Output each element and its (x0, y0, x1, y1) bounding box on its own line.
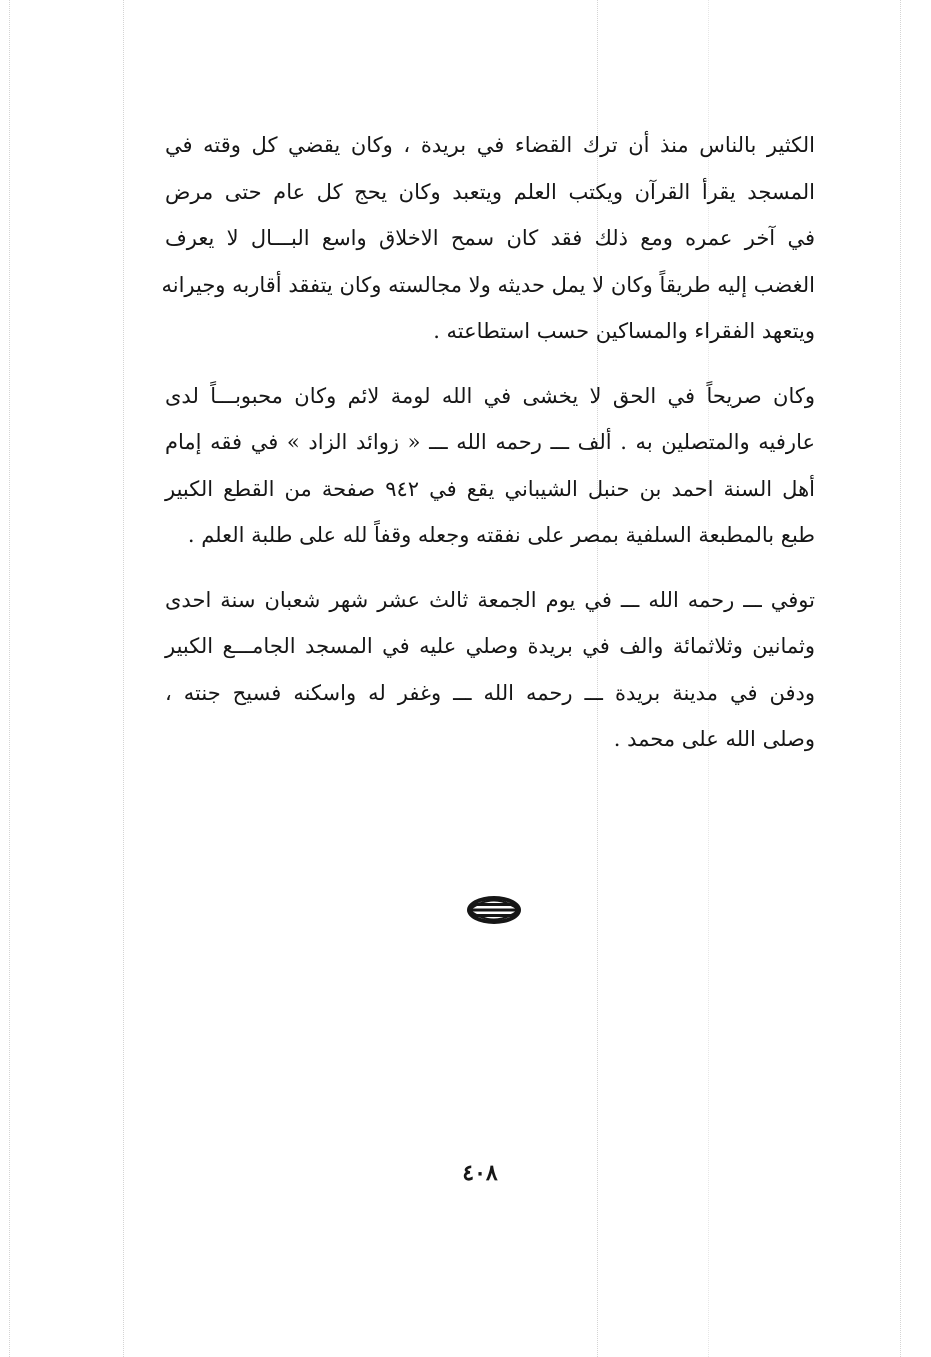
text-line: توفي ـــ رحمه الله ـــ في يوم الجمعة ثالث عشر شهر شعبان سنة احدى (165, 587, 815, 612)
text-line: المسجد يقرأ القرآن ويكتب العلم ويتعبد وكان يحج كل عام حتى مرض (165, 179, 815, 204)
scan-noise-line (9, 0, 10, 1357)
text-line: عارفيه والمتصلين به . ألف ـــ رحمه الله ـــ « زوائد الزاد » في فقه إمام (165, 430, 815, 454)
text-line: أهل السنة احمد بن حنبل الشيباني يقع في ٩٤٢ صفحة من القطع الكبير (165, 476, 815, 501)
text-line: في آخر عمره ومع ذلك فقد كان سمح الاخلاق واسع البـــال لا يعرف (165, 226, 815, 250)
paragraph-2 (165, 373, 815, 559)
text-line: وكان صريحاً في الحق لا يخشى في الله لومة لائم وكان محبوبـــاً لدى (165, 383, 815, 408)
paragraph-1 (161, 122, 815, 355)
page-number: ٤٠٨ (462, 1160, 498, 1186)
scan-noise-line (123, 0, 124, 1357)
body-text (161, 122, 815, 763)
text-line: ودفن في مدينة بريدة ـــ رحمه الله ـــ وغفر له واسكنه فسيح جنته ، (165, 680, 815, 705)
text-line: وصلى الله على محمد . (613, 727, 815, 751)
text-line: الكثير بالناس منذ أن ترك القضاء في بريدة ، وكان يقضي كل وقته في (165, 133, 815, 157)
ornament-icon (464, 893, 524, 927)
scan-noise-line (900, 0, 901, 1357)
text-line: الغضب إليه طريقاً وكان لا يمل حديثه ولا مجالسته وكان يتفقد أقاربه وجيرانه (161, 272, 815, 297)
paragraph-3 (165, 577, 815, 763)
text-line: طبع بالمطبعة السلفية بمصر على نفقته وجعله وقفاً لله على طلبة العلم . (187, 523, 815, 547)
text-line: ويتعهد الفقراء والمساكين حسب استطاعته . (433, 319, 815, 343)
text-line: وثمانين وثلاثمائة والف في بريدة وصلي عليه في المسجد الجامـــع الكبير (165, 634, 815, 658)
